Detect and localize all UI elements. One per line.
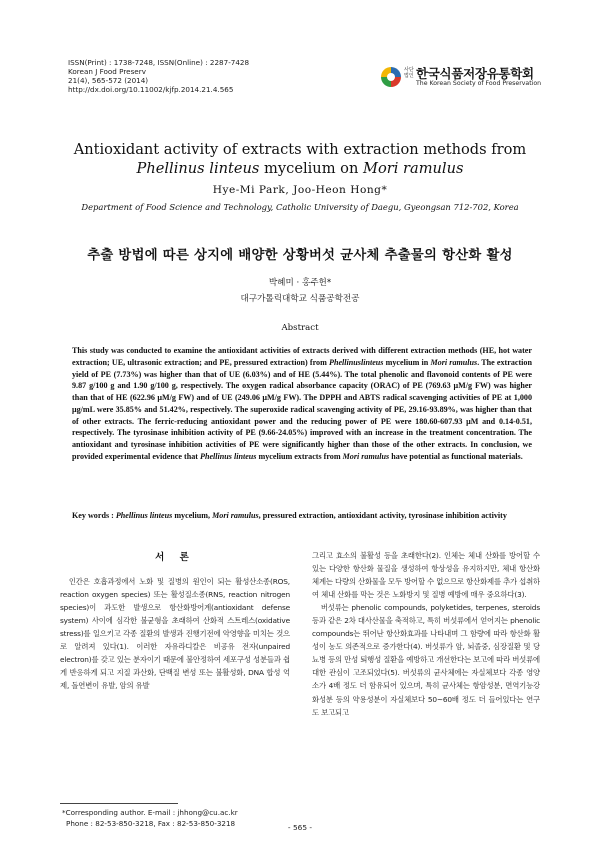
section-heading-introduction: 서 론 bbox=[155, 552, 195, 563]
keywords bbox=[72, 510, 532, 522]
journal-meta-line: http://dx.doi.org/10.11002/kjfp.2014.21.4.565 bbox=[68, 85, 234, 94]
intro-paragraph: 버섯류는 phenolic compounds, polyketides, terpenes, steroids 등과 같은 2차 대사산물을 축적하고, 특히 버섯류에서 얻어지는 phenolic compounds는 뛰어난 항산화효과를 나타내며 그 함량에 따라 항산화 활성이 농도 의존적으로 증가한다(4). 버섯류가 암, 뇌졸중, 심장질환 및 당뇨병 등의 만성 퇴행성 질환을 예방하고 개선한다는 보고에 따라 버섯류에 대한 관심이 고조되었다(5). 버섯류의 균사체에는 자실체보다 각종 영양소가 4배 정도 더 함유되어 있으며, 특히 균사체는 항암성분, 면역기능강화성분 등의 약용성분이 자실체보다 50~60배 정도 더 들어있다는 연구도 보고되고 bbox=[312, 603, 540, 717]
footnote-rule bbox=[60, 803, 178, 804]
title-line-2 bbox=[60, 159, 540, 178]
correspondence bbox=[62, 807, 238, 829]
intro-paragraph: 인간은 호흡과정에서 노화 및 질병의 원인이 되는 활성산소종(ROS, reaction oxygen species) 또는 활성질소종(RNS, reaction nitrogen species)이 과도한 발생으로 항산화방어계(antioxidant defense system) 사이에 심각한 불균형을 초래하여 산화적 스트레스(oxidative stress)를 일으키고 각종 질환의 발생과 진행기전에 악영향을 미치는 것으로 알려져 있다(1). 이러한 자유라디칼은 비공유 전자(unpaired electron)를 갖고 있는 분자이기 때문에 불안정하여 세포구성 성분들과 쉽게 반응하게 되고 지질 과산화, 단백질 변성 또는 불활성화, DNA 합성 억제, 돌연변이 유발, 암의 유발 bbox=[60, 577, 290, 691]
society-logo bbox=[380, 62, 540, 92]
title-substrate: Mori ramulus bbox=[363, 160, 464, 177]
right-column bbox=[312, 549, 540, 719]
logo-korean-name: 한국식품저장유통학회 bbox=[416, 66, 534, 81]
authors: Hye-Mi Park, Joo-Heon Hong* bbox=[212, 184, 388, 196]
journal-meta-line: Korean J Food Preserv bbox=[68, 67, 146, 76]
journal-meta bbox=[68, 58, 249, 94]
affiliation: Department of Food Science and Technology, Catholic University of Daegu, Gyeongsan 712-702, Korea bbox=[81, 202, 519, 212]
abstract-text: This study was conducted to examine the antioxidant activities of extracts derived with different extraction methods (HE, hot water extraction; UE, ultrasonic extraction; and PE, pressured extraction) from Phellinuslinteus mycelium in Mori ramulus. The extraction yield of PE (7.73%) was higher than that of UE (6.03%) and of HE (5.44%). The total phenolic and flavonoid contents of PE were 9.87 g/100 g and 1.90 g/100 g, respectively. The oxygen radical absorbance capacity (ORAC) of PE (769.63 μM/g FW) was higher than that of HE (622.96 μM/g FW) and of UE (249.06 μM/g FW). The DPPH and ABTS radical scavenging activities of PE at 1,000 μg/mL were 35.85% and 51.42%, respectively. The superoxide radical scavenging activity of PE, 29.16-93.89%, was higher than that of other extracts. The ferric-reducing antioxidant power and the reducing power of PE were 180.60-607.93 μM and 0.14-0.51, respectively. The tyrosinase inhibition activity of PE (9.66-24.05%) improved with an increase in the treatment concentration. The antioxidant and tyrosinase inhibition activities of PE were significantly higher than those of the other extracts. In conclusion, we provided experimental evidence that Phellinus linteus mycelium extracts from Mori ramulus have potential as functional materials. bbox=[72, 346, 532, 461]
journal-meta-line: 21(4), 565-572 (2014) bbox=[68, 76, 149, 85]
society-emblem-icon bbox=[380, 66, 402, 88]
logo-english-name: The Korean Society of Food Preservation bbox=[416, 80, 542, 87]
title-species: Phellinus linteus bbox=[136, 160, 260, 177]
title-mid: mycelium on bbox=[259, 160, 363, 177]
journal-meta-line: ISSN(Print) : 1738-7248, ISSN(Online) : 2287-7428 bbox=[68, 58, 250, 67]
korean-title: 추출 방법에 따른 상지에 배양한 상황버섯 균사체 추출물의 항산화 활성 bbox=[87, 248, 513, 263]
keywords-label: Key words : bbox=[72, 511, 114, 520]
title-line-1: Antioxidant activity of extracts with extraction methods from bbox=[73, 141, 527, 158]
abstract-body bbox=[72, 345, 532, 463]
logo-small-text: 사단 법인 bbox=[404, 67, 414, 79]
page-number: - 565 - bbox=[287, 823, 313, 832]
abstract-heading: Abstract bbox=[281, 323, 319, 333]
korean-authors: 박혜미 · 홍주헌* bbox=[268, 278, 332, 288]
left-column bbox=[60, 575, 290, 692]
correspondence-phone: Phone : 82-53-850-3218, Fax : 82-53-850-3218 bbox=[66, 819, 236, 828]
paper-title bbox=[60, 140, 540, 178]
correspondence-email: *Corresponding author. E-mail : jhhong@cu.ac.kr bbox=[62, 808, 238, 817]
intro-paragraph: 그리고 효소의 불활성 등을 초래한다(2). 인체는 체내 산화를 방어할 수 있는 다양한 항산화 물질을 생성하여 항상성을 유지하지만, 체내 항산화 체계는 다량의 산화물을 모두 방어할 수 없으므로 항산화제를 추가 섭취하여 체내 산화를 막는 것은 노화방지 및 질병 예방에 매우 중요하다(3). bbox=[312, 551, 540, 600]
korean-affiliation: 대구가톨릭대학교 식품공학전공 bbox=[240, 294, 360, 304]
keywords-text: Phellinus linteus mycelium, Mori ramulus, pressured extraction, antioxidant activity, tyrosinase inhibition activity bbox=[115, 511, 507, 520]
